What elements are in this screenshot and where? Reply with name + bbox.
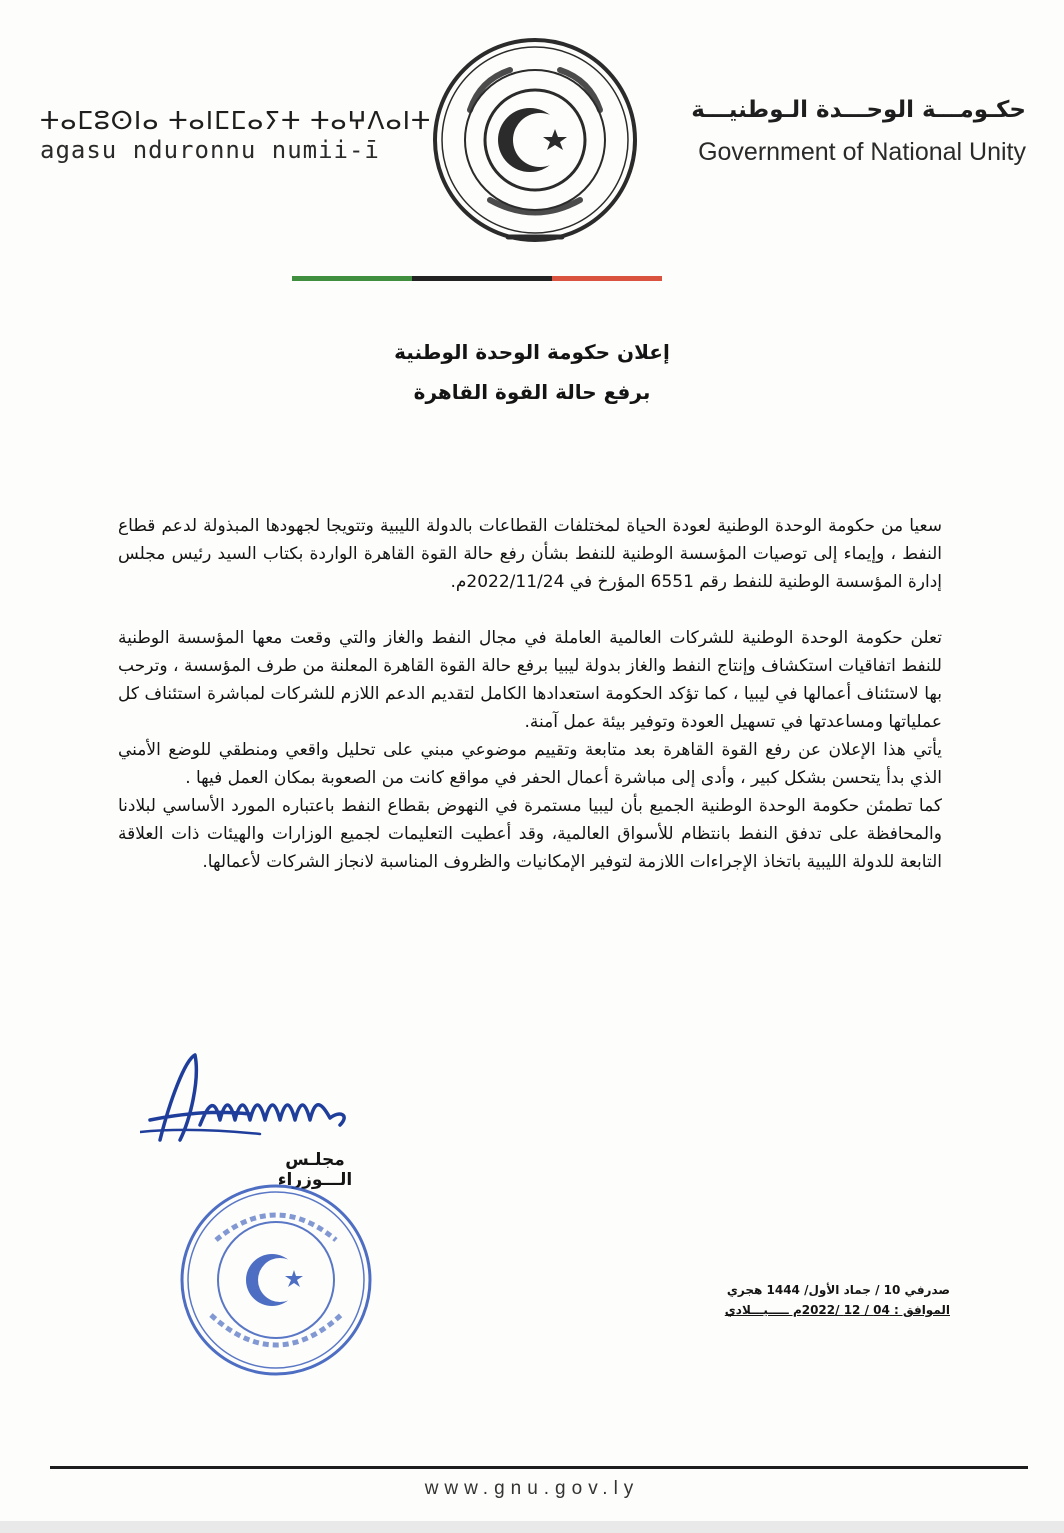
body-paragraph: سعيا من حكومة الوحدة الوطنية لعودة الحياة لمختلفات القطاعات بالدولة الليبية وتتويجا لجهودها المبذولة لدعم قطاع النفط ، وإيماء إلى توصيات المؤسسة الوطنية للنفط بشأن رفع حالة القوة القاهرة الواردة بكتاب السيد رئيس مجلس إدارة المؤسسة الوطنية للنفط رقم 6551 المؤرخ في 2022/11/24م. bbox=[118, 516, 942, 592]
announcement-title: إعلان حكومة الوحدة الوطنية bbox=[394, 340, 670, 364]
body-paragraph: تعلن حكومة الوحدة الوطنية للشركات العالمية العاملة في مجال النفط والغاز والتي وقعت معها المؤسسة الوطنية للنفط اتفاقيات استكشاف وإنتاج النفط والغاز بدولة ليبيا برفع حالة القوة القاهرة المعلنة من طرف المؤسسة ، وترحب بها لاستئناف أعمالها في ليبيا ، كما تؤكد الحكومة استعدادها الكامل لتقديم الدعم اللازم للشركات لمباشرة استئناف كل عملياتها ومساعدتها في تسهيل العودة وتوفير بيئة عمل آمنة. bbox=[118, 628, 942, 732]
tifinagh-transliteration: agasu nduronnu numii-ī bbox=[40, 136, 380, 164]
tifinagh-heading: ⵜⴰⵎⵓⵙⵏⴰ ⵜⴰⵏⵎⵎⴰⵢⵜ ⵜⴰⵖⴷⴰⵏⵜ bbox=[40, 106, 432, 135]
government-name-arabic: حكـومـــة الوحـــدة الـوطنيـــة bbox=[691, 97, 1026, 123]
hijri-date: صدرفي 10 / جماد الأول/ 1444 هجري bbox=[726, 1283, 950, 1297]
official-stamp-icon bbox=[176, 1180, 376, 1380]
government-name-english: Government of National Unity bbox=[698, 138, 1026, 166]
body-paragraph: كما تطمئن حكومة الوحدة الوطنية الجميع بأن ليبيا مستمرة في النهوض بقطاع النفط باعتباره المورد الأساسي لبلادنا والمحافظة على تدفق النفط بانتظام للأسواق العالمية، وقد أعطيت التعليمات لجميع الوزارات والهيئات ذات العلاقة التابعة للدولة الليبية باتخاذ الإجراءات اللازمة لتوفير الإمكانيات والظروف المناسبة لانجاز الشركات لأعمالها. bbox=[118, 796, 942, 872]
council-of-ministers-label: مجلـس الـــوزراء bbox=[277, 1150, 353, 1190]
body-paragraph: يأتي هذا الإعلان عن رفع القوة القاهرة بعد متابعة وتقييم موضوعي مبني على تحليل واقعي ومنطقي للوضع الأمني الذي بدأ يتحسن بشكل كبير ، وأدى إلى مباشرة أعمال الحفر في مواقع كانت من الصعوبة بمكان العمل فيها . bbox=[118, 740, 942, 788]
flag-band-green bbox=[292, 276, 412, 281]
announcement-body bbox=[118, 512, 942, 876]
handwritten-signature bbox=[140, 1040, 380, 1160]
flag-band-black bbox=[412, 276, 552, 281]
announcement-subtitle: برفع حالة القوة القاهرة bbox=[413, 380, 651, 404]
government-emblem-icon bbox=[430, 25, 640, 255]
flag-band-red bbox=[552, 276, 662, 281]
scan-edge bbox=[0, 1521, 1064, 1533]
gregorian-date: الموافق : 04 / 12 /2022م ـــــيـــلادي bbox=[724, 1303, 950, 1317]
footer-divider bbox=[50, 1466, 1028, 1469]
website-link[interactable]: www.gnu.gov.ly bbox=[424, 1478, 640, 1499]
flag-color-band bbox=[292, 276, 662, 281]
date-block bbox=[690, 1280, 950, 1320]
